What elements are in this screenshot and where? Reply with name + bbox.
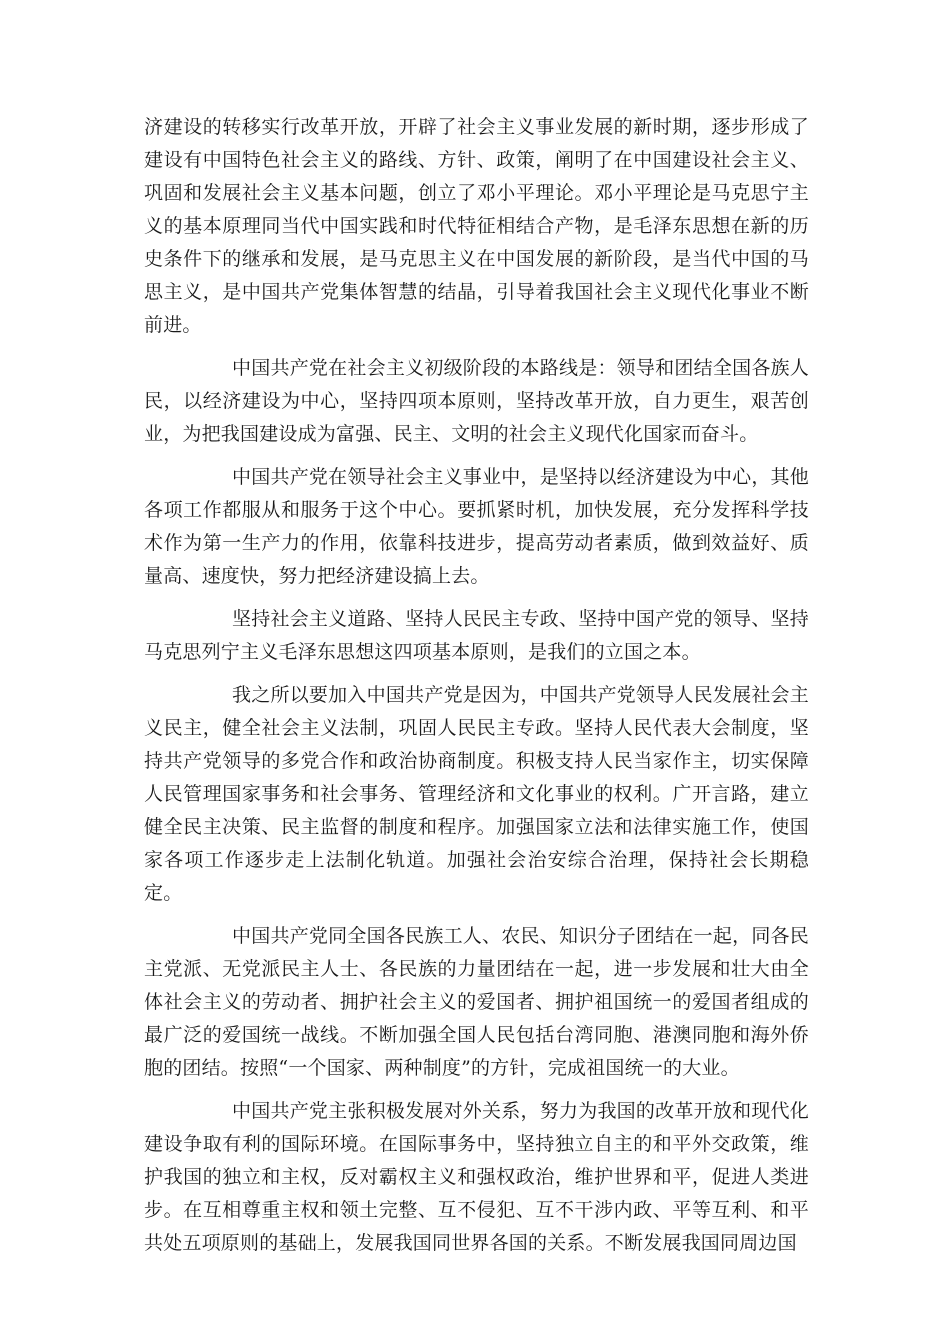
document-body [144,111,809,1270]
paragraph-4: 坚持社会主义道路、坚持人民民主专政、坚持中国产党的领导、坚持马克思列宁主义毛泽东思想这四项基本原则，是我们的立国之本。 [144,608,809,663]
paragraph-5: 我之所以要加入中国共产党是因为，中国共产党领导人民发展社会主义民主，健全社会主义法制，巩固人民民主专政。坚持人民代表大会制度，坚持共产党领导的多党合作和政治协商制度。积极支持人民当家作主，切实保障人民管理国家事务和社会事务、管理经济和文化事业的权利。广开言路，建立健全民主决策、民主监督的制度和程序。加强国家立法和法律实施工作，使国家各项工作逐步走上法制化轨道。加强社会治安综合治理，保持社会长期稳定。 [144,684,809,904]
paragraph-3: 中国共产党在领导社会主义事业中，是坚持以经济建设为中心，其他各项工作都服从和服务于这个中心。要抓紧时机，加快发展，充分发挥科学技术作为第一生产力的作用，依靠科技进步，提高劳动者素质，做到效益好、质量高、速度快，努力把经济建设搞上去。 [144,466,809,587]
paragraph-6: 中国共产党同全国各民族工人、农民、知识分子团结在一起，同各民主党派、无党派民主人士、各民族的力量团结在一起，进一步发展和壮大由全体社会主义的劳动者、拥护社会主义的爱国者、拥护祖国统一的爱国者组成的最广泛的爱国统一战线。不断加强全国人民包括台湾同胞、港澳同胞和海外侨胞的团结。按照“一个国家、两种制度”的方针，完成祖国统一的大业。 [144,925,809,1079]
paragraph-7: 中国共产党主张积极发展对外关系，努力为我国的改革开放和现代化建设争取有利的国际环境。在国际事务中，坚持独立自主的和平外交政策，维护我国的独立和主权，反对霸权主义和强权政治，维护世界和平，促进人类进步。在互相尊重主权和领土完整、互不侵犯、互不干涉内政、平等互利、和平共处五项原则的基础上，发展我国同世界各国的关系。不断发展我国同周边国 [144,1100,809,1254]
paragraph-2: 中国共产党在社会主义初级阶段的本路线是：领导和团结全国各族人民，以经济建设为中心，坚持四项本原则，坚持改革开放，自力更生，艰苦创业，为把我国建设成为富强、民主、文明的社会主义现代化国家而奋斗。 [144,357,809,445]
paragraph-1: 济建设的转移实行改革开放，开辟了社会主义事业发展的新时期，逐步形成了建设有中国特色社会主义的路线、方针、政策，阐明了在中国建设社会主义、巩固和发展社会主义基本问题，创立了邓小平理论。邓小平理论是马克思宁主义的基本原理同当代中国实践和时代特征相结合产物，是毛泽东思想在新的历史条件下的继承和发展，是马克思主义在中国发展的新阶段，是当代中国的马思主义，是中国共产党集体智慧的结晶，引导着我国社会主义现代化事业不断前进。 [144,116,809,336]
